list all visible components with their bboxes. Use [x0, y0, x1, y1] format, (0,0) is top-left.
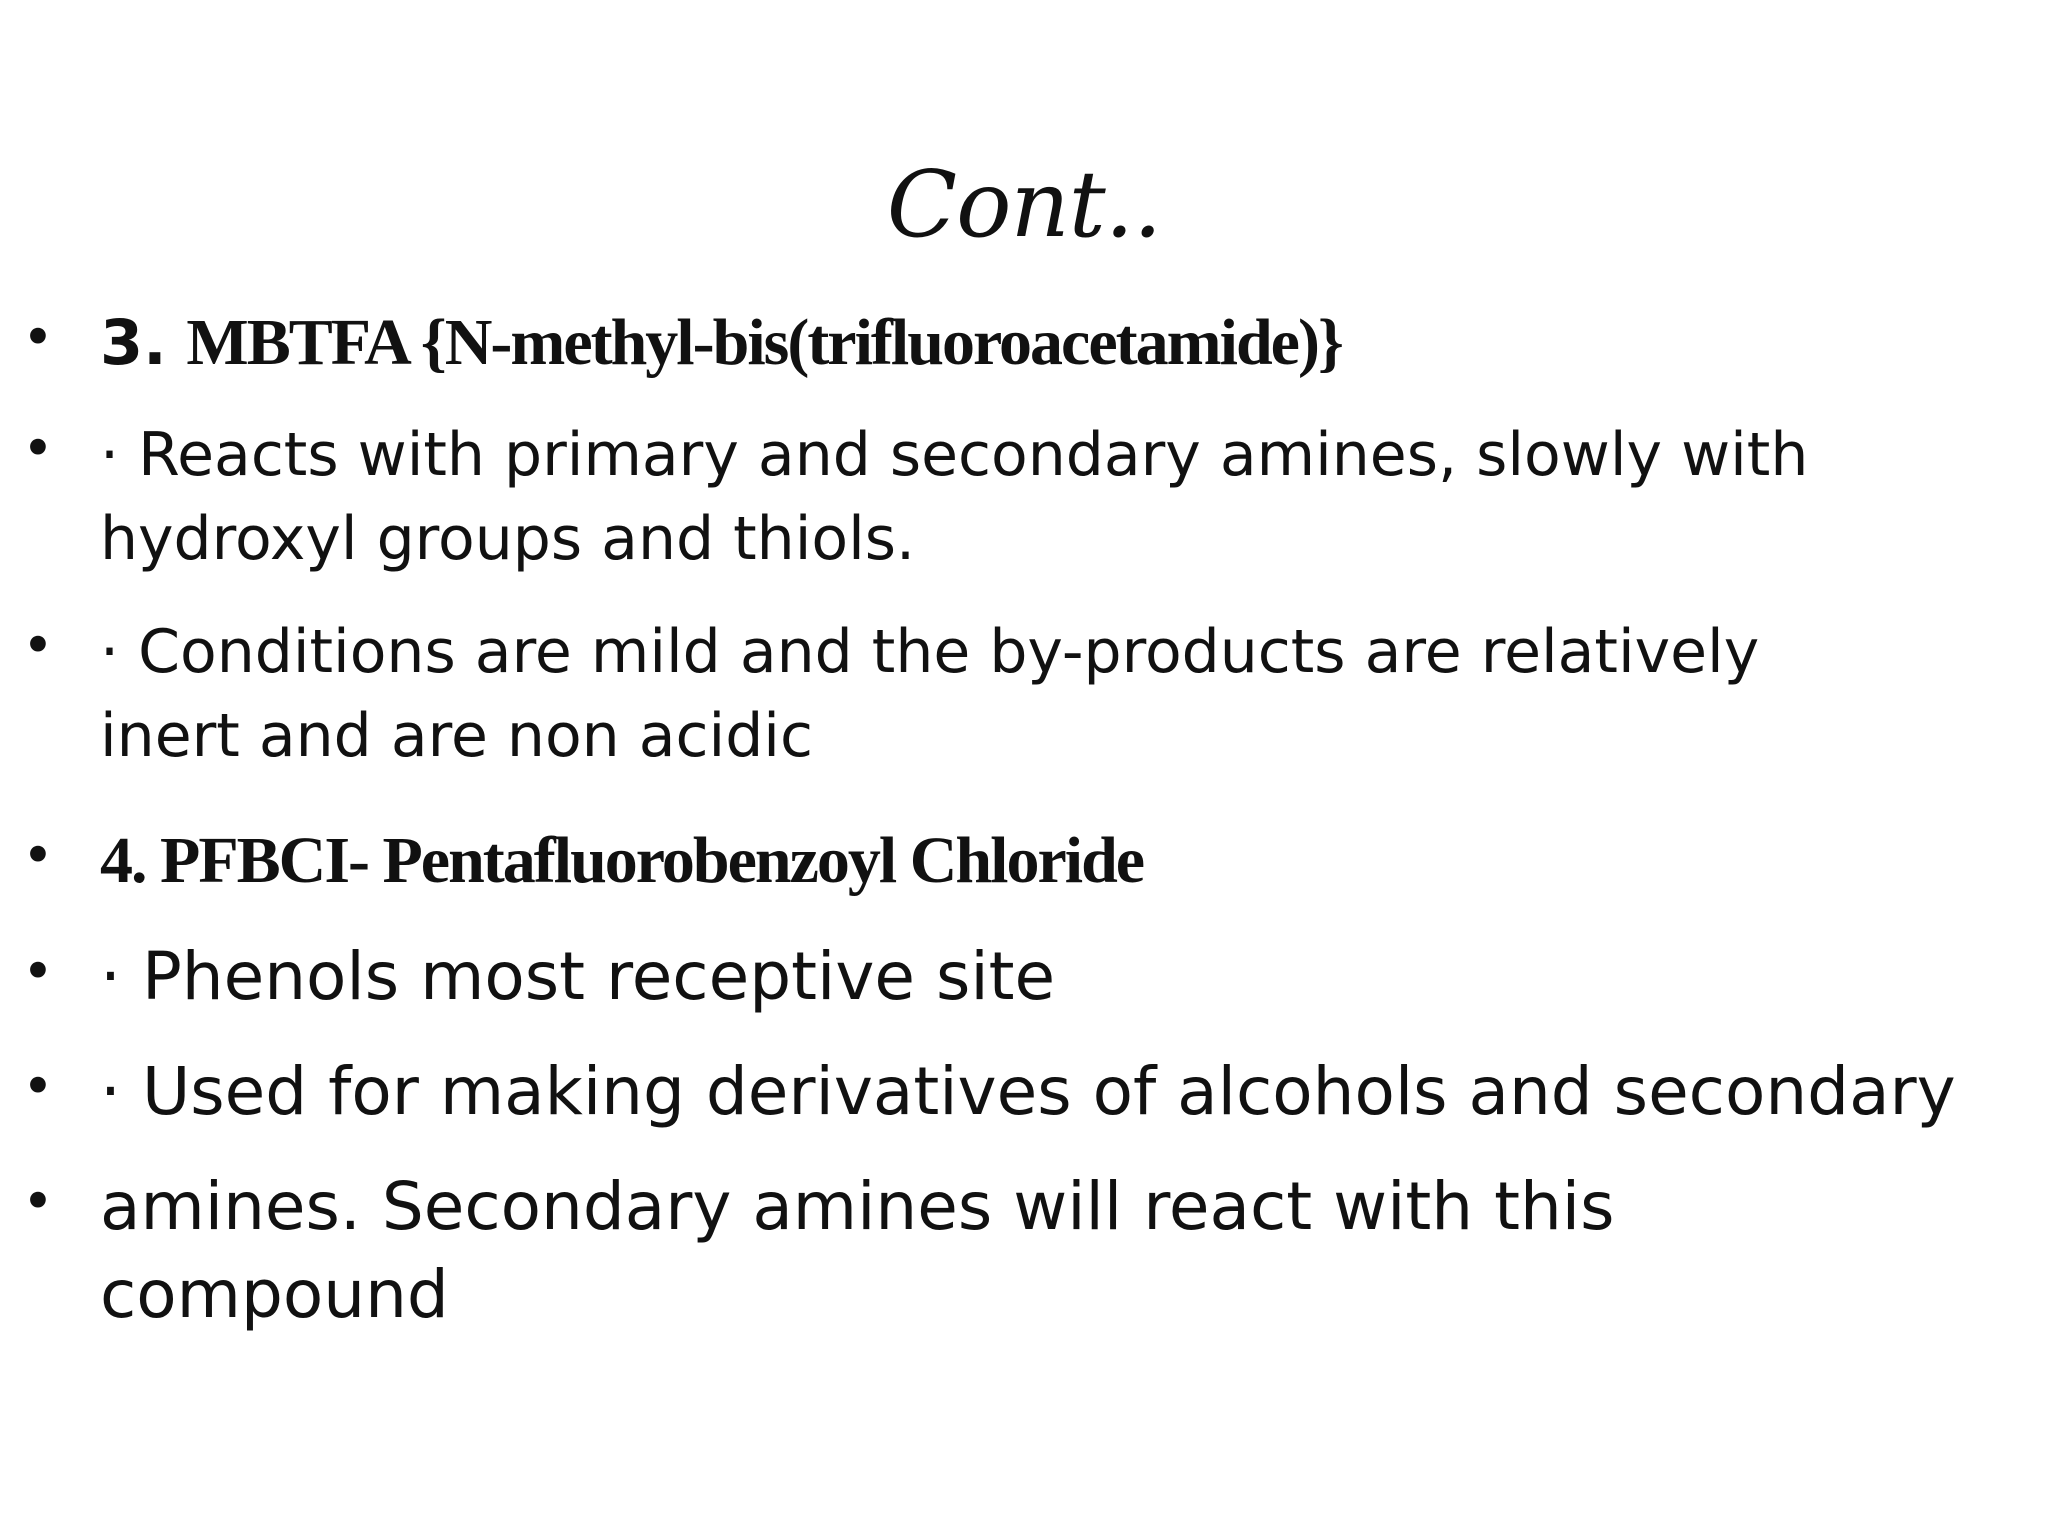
bullet-dot: • — [22, 1055, 54, 1118]
bullet-dot: • — [22, 1170, 54, 1233]
bullet-dot: • — [22, 940, 54, 1003]
bullet-text — [100, 300, 2040, 386]
bullet-text: · Used for making derivatives of alcohols and secondary — [100, 1053, 1956, 1130]
bullet-heading: MBTFA {N-methyl-bis(trifluoroacetamide)} — [186, 306, 1342, 379]
bullet-text-line-2: compound — [100, 1256, 449, 1333]
bullet-number: 3. — [100, 306, 167, 379]
bullet-heading: 4. PFBCI- Pentafluorobenzoyl Chloride — [100, 824, 1144, 897]
bullet-text-line-2: inert and are non acidic — [100, 701, 813, 771]
bullet-dot: • — [22, 306, 54, 369]
bullet-text-line-1: · Conditions are mild and the by-products are relatively — [100, 617, 1760, 687]
bullet-text-line-1: amines. Secondary amines will react with this — [100, 1168, 1615, 1245]
bullet-dot: • — [22, 417, 54, 480]
bullet-text — [100, 818, 2040, 904]
bullet-dot: • — [22, 614, 54, 677]
bullet-text-line-2: hydroxyl groups and thiols. — [100, 504, 916, 574]
bullet-text: · Phenols most receptive site — [100, 938, 1056, 1015]
bullet-text-line-1: · Reacts with primary and secondary amines, slowly with — [100, 420, 1809, 490]
slide-title: Cont.. — [886, 151, 1162, 258]
bullet-dot: • — [22, 824, 54, 887]
